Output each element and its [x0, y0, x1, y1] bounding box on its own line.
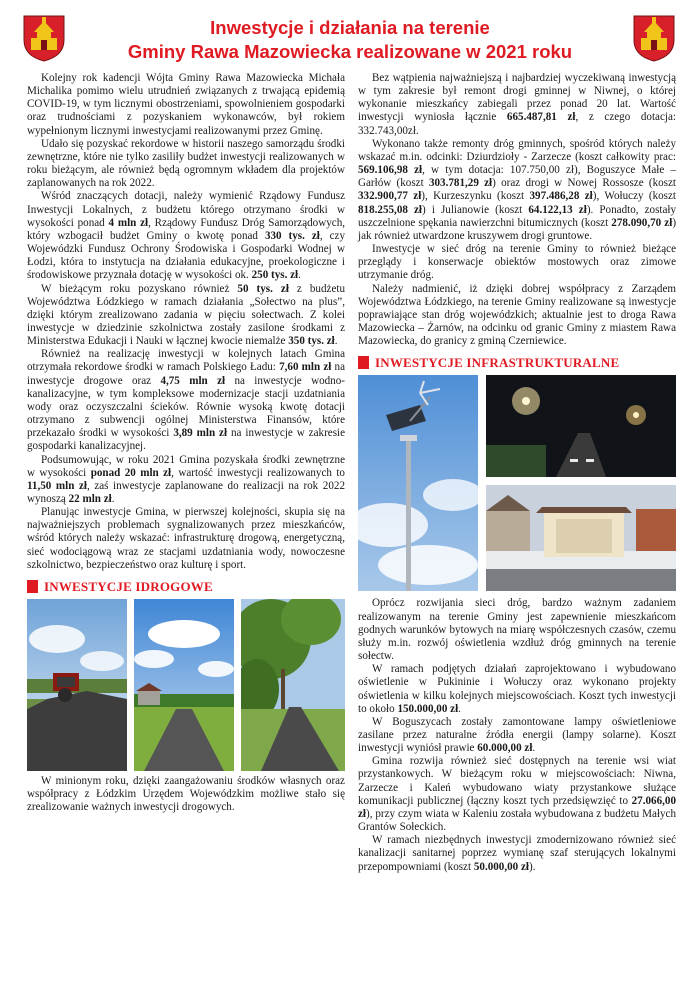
title-line-1: Inwestycje i działania na terenie: [210, 17, 490, 38]
paragraph: Gmina rozwija również sieć dostępnych na terenie wsi wiat przystankowych. W bieżącym roku w miejscowościach: Niwna, Zarzecze i Kaleń wybudowano wiaty przystankowe służące komunikacji publicznej (łączny koszt tych przedsięwzięć to 27.066,00 zł), przy czym wiata w Kaleniu została wybudowana z budżetu Małych Grantów Sołeckich.: [358, 755, 676, 834]
road-photo: [241, 599, 345, 771]
coat-of-arms-icon: [632, 14, 676, 62]
paragraph: Podsumowując, w roku 2021 Gmina pozyskała środki zewnętrzne w wysokości ponad 20 mln zł, wartość inwestycji realizowanych to 11,50 mln zł, zaś inwestycje zaplanowane do realizacji na rok 2022 wynoszą 22 mln zł.: [27, 453, 345, 505]
section-heading-infrastructure: INWESTYCJE INFRASTRUKTURALNE: [358, 356, 676, 369]
solar-lamp-photo: [358, 375, 478, 591]
paragraph: Udało się pozyskać rekordowe w historii naszego samorządu środki zewnętrzne, które nie tylko zasiliły budżet inwestycji realizowanych w roku bieżącym, ale również będą ogromnym wkładem dla projektów zaplanowanych na rok 2022.: [27, 137, 345, 190]
section-marker-icon: [27, 580, 38, 593]
bus-shelter-photo: [486, 485, 676, 591]
paragraph: Wykonano także remonty dróg gminnych, spośród których należy wskazać m.in. odcinki: Dziurdzioły - Zarzecze (koszt całkowity prac: 569.106,98 zł, w tym dotacja: 107.750,00 zł), Boguszyce Małe – Garłów (koszt 303.781,29 zł) oraz drogi w Nowej Rossosze (koszt 332.900,77 zł), Kurzeszynku (koszt 397.486,28 zł), Wołuczy (koszt 818.255,08 zł) i Julianowie (koszt 64.122,13 zł). Ponadto, zostały uszczelnione spękania nawierzchni bitumicznych (koszt 278.090,70 zł) jak również utwardzone kruszywem drogi gruntowe.: [358, 137, 677, 242]
paragraph: Wśród znaczących dotacji, należy wymienić Rządowy Fundusz Inwestycji Lokalnych, z budżetu którego otrzymano środki w wysokości ponad 4 mln zł, Rządowy Fundusz Dróg Samorządowych, który wzbogacił budżet Gminy o kwotę ponad 330 tys. zł, czy Wojewódzki Fundusz Ochrony Środowiska i Gospodarki Wodnej w Łodzi, która to instytucja na działania edukacyjne, proekologiczne i środowiskowe przyznała dotację w wysokości ok. 250 tys. zł.: [27, 190, 346, 282]
road-photos: [27, 599, 345, 775]
infrastructure-photos: [358, 375, 676, 597]
paragraph: Inwestycje w sieć dróg na terenie Gminy to również bieżące przeglądy i konserwacje obiektów mostowych oraz zimowe utrzymanie dróg.: [358, 243, 676, 282]
paragraph: Należy nadmienić, iż dzięki dobrej współpracy z Zarządem Województwa Łódzkiego, na terenie Gminy realizowane są inwestycje poprawiające stan dróg wojewódzkich; aktualnie jest to droga Rawa Mazowiecka – Żarnów, na odcinku od granic Gminy z miastem Rawa Mazowiecka, do granicy z gminą Czerniewice.: [358, 282, 676, 348]
paragraph: Oprócz rozwijania sieci dróg, bardzo ważnym zadaniem realizowanym na terenie Gminy jest zapewnienie mieszkańcom godnych warunków bytowych na miarę współczesnych czasów, czemu służy m.in. rozwój oświetlenia wzdłuż dróg gminnych na terenie sołectw.: [358, 597, 676, 663]
road-photo: [27, 599, 127, 771]
coat-of-arms-icon: [22, 14, 66, 62]
street-lighting-photo: [486, 375, 676, 477]
section-marker-icon: [358, 356, 369, 369]
page-title: [90, 16, 610, 64]
paragraph: W ramach niezbędnych inwestycji zmodernizowano również sieć kanalizacji sanitarnej poprzez wymianę szaf sterujących lokalnymi przepompowniami (koszt 50.000,00 zł).: [358, 834, 676, 873]
left-column: [27, 72, 345, 815]
paragraph: Również na realizację inwestycji w kolejnych latach Gmina otrzymała rekordowe środki w ramach Polskiego Ładu: 7,60 mln zł na inwestycje drogowe oraz 4,75 mln zł na inwestycje wodno-kanalizacyjne, w tym kompleksowe modernizacje stacji uzdatniania wody oraz oczyszczalni ścieków. Równie wysoką kwotę dotacji otrzymano z subwencji ogólnej Ministerstwa Finansów, które przekazało środki w wysokości 3,89 mln zł na inwestycje w zakresie gospodarki kanalizacyjnej.: [27, 348, 346, 453]
paragraph: Bez wątpienia najważniejszą i najbardziej wyczekiwaną inwestycją w tym zakresie był remont drogi gminnej w Niwnej, o której wykonanie mieszkańcy zabiegali przez ponad 20 lat. Wartość inwestycji wyniosła łącznie 665.487,81 zł, z czego dotacja: 332.743,00zł.: [358, 72, 676, 137]
paragraph: Planując inwestycje Gmina, w pierwszej kolejności, skupia się na najważniejszych problemach sygnalizowanych przez mieszkańców, wśród których należy wskazać: infrastrukturę drogową, energetyczną, sieć wodociągową wraz ze stacjami uzdatniania wody, nowoczesne szkolnictwo, bezpieczeństwo oraz kulturę i sport.: [27, 506, 345, 571]
paragraph: W bieżącym roku pozyskano również 50 tys. zł z budżetu Województwa Łódzkiego w ramach działania „Sołectwo na plus”, dzięki którym zrealizowano zadania w pięciu sołectwach. Z kolei inwestycje w dziedzinie szkolnictwa zostały zasilone środkami z Ministerstwa Edukacji i Nauki w łącznej kwocie niemalże 350 tys. zł.: [27, 282, 345, 348]
road-photo: [134, 599, 234, 771]
right-column: [358, 72, 676, 874]
section-heading-road: INWESTYCJE IDROGOWE: [27, 580, 345, 593]
paragraph: W ramach podjętych działań zaprojektowano i wybudowano oświetlenie w Pukininie i Wołuczy oraz wykonano projekty oświetlenia w kilku kolejnych miejscowościach. Koszt tych inwestycji to około 150.000,00 zł.: [358, 663, 676, 715]
title-line-2: Gminy Rawa Mazowiecka realizowane w 2021 roku: [127, 41, 573, 62]
paragraph: Kolejny rok kadencji Wójta Gminy Rawa Mazowiecka Michała Michalika pomimo wielu utrudnień związanych z trwającą epidemią COVID-19, w tym licznymi obostrzeniami, spowolnieniem gospodarki oraz trudnościami z pozyskaniem wykonawców, był rokiem wypełnionym licznymi inwestycjami realizowanymi przez Gminę.: [27, 72, 345, 137]
paragraph: W Boguszycach zostały zamontowane lampy oświetleniowe zasilane przez naturalne źródła energii (lampy solarne). Koszt inwestycji wyniósł prawie 60.000,00 zł.: [358, 715, 676, 755]
paragraph: W minionym roku, dzięki zaangażowaniu środków własnych oraz współpracy z Łódzkim Urzędem Wojewódzkim możliwe stało się zrealizowanie ważnych inwestycji drogowych.: [27, 775, 345, 814]
